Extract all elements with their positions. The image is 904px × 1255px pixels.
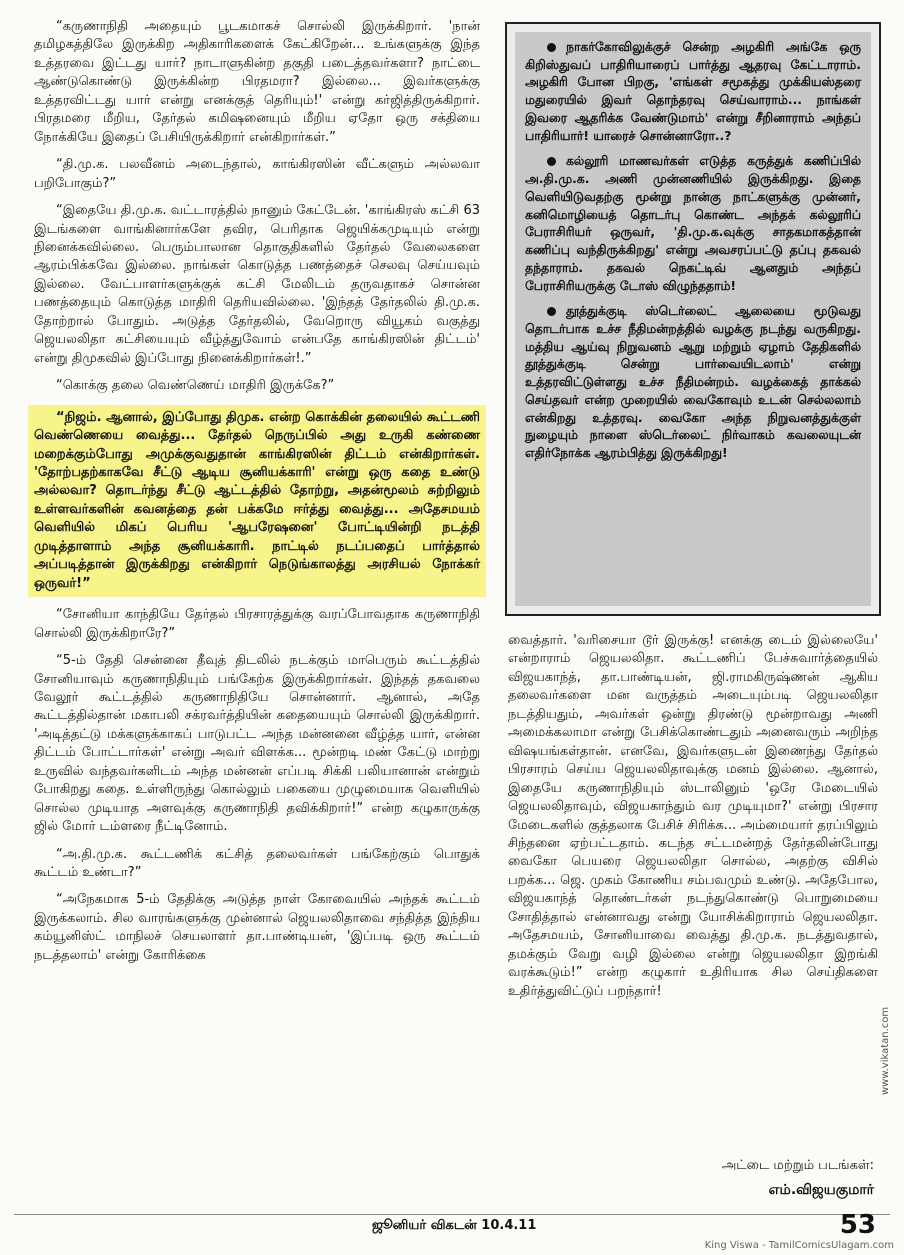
sidebar-item-text: தூத்துக்குடி ஸ்டெர்லைட் ஆலையை மூடுவது தொடர்பாக உச்ச நீதிமன்றத்தில் வழக்கு நடந்து வருகிறது. மத்திய ஆய்வு நிறுவனம் ஆறு மற்றும் ஏழாம் தேதிகளில் தூத்துக்குடி சென்று பார்வையிடலாம்' என்று உத்தரவிட்டுள்ளது உச்ச நீதிமன்றம். வழக்கைத் தாக்கல் செய்தவர் என்ற முறையில் வைகோவும் உடன் செல்லலாம் என்கிறது உத்தரவு. வைகோ அந்த நிறுவனத்துக்குள் நுழையும் நாளை ஸ்டெர்லைட் நிர்வாகம் கவலையுடன் எதிர்நோக்க ஆரம்பித்து இருக்கிறது! xyxy=(525,303,861,461)
footer-divider xyxy=(14,1214,890,1215)
paragraph: வைத்தார். 'வரிசையா டூர் இருக்கு! எனக்கு டைம் இல்லையே' என்றாராம் ஜெயலலிதா. கூட்டணிப் பேச்சுவார்த்தையில் விஜயகாந்த், தா.பாண்டியன், ஜி.ராமகிருஷ்ணன் ஆகிய தலைவர்களை மன வருத்தம் அடையும்படி ஜெயலலிதா நடத்தியதும், அவர்கள் ஒன்று திரண்டு மூன்றாவது அணி அமைக்கலாமா என்று பேசிக்கொண்டதும் அனைவரும் அறிந்த விஷயங்கள்தான். எனவே, இவர்களுடன் இணைந்து தேர்தல் பிரசாரம் செய்ய ஜெயலலிதாவுக்கு மனம் இல்லை. ஆனால், இதையே கருணாநிதியும் ஸ்டாலினும் 'ஒரே மேடையில் ஜெயலலிதாவும், விஜயகாந்தும் வர முடியுமா?' என்று பிரசார மேடைகளில் குத்தலாக பேசிச் சிரிக்க... அம்மையார் தரப்பிலும் சிந்தனை ஏற்பட்டதாம். கடந்த சட்டமன்றத் தேர்தலின்போது வைகோ பெயரை ஜெயலலிதா சொல்ல, அதற்கு விசில் பறக்க... ஜெ. முகம் கோணிய சம்பவமும் உண்டு. அதேபோல, விஜயகாந்த் தொண்டர்கள் நடந்துகொண்டு பொறுமையை சோதித்தால் என்னாவது என்று யோசிக்கிறாராம் ஜெயலலிதா. அதேசமயம், சோனியாவை வைத்து தி.மு.க. நடத்துவதால், தமக்கும் வேறு வழி இல்லை என்று ஜெயலலிதா இறங்கி வரக்கூடும்!” என்ற கழுகார் உதிரியாக சில செய்திகளை உதிர்த்துவிட்டுப் பறந்தார்! xyxy=(508,633,878,999)
sidebar-item-text: நாகர்கோவிலுக்குச் சென்ற அழகிரி அங்கே ஒரு கிறிஸ்துவப் பாதிரியாரைப் பார்த்து ஆதரவு கேட்டாராம். அழகிரி போன பிறகு, 'எங்கள் சமூகத்து முக்கியஸ்தரை மதுரையில் இவர் தொந்தரவு செய்வாராம்... நாங்கள் இவரை ஆதரிக்க வேண்டுமாம்' என்று சீறினாராம் அந்தப் பாதிரியார்! யாரைச் சொன்னாரோ..? xyxy=(525,39,861,143)
question-paragraph: “அ.தி.மு.க. கூட்டணிக் கட்சித் தலைவர்கள் பங்கேற்கும் பொதுக் கூட்டம் உண்டா?” xyxy=(34,846,480,881)
bullet-icon xyxy=(547,43,556,52)
question-paragraph: “தி.மு.க. பலவீனம் அடைந்தால், காங்கிரஸின் வீட்களும் அல்லவா பறிபோகும்?” xyxy=(34,157,480,191)
sidebar-item xyxy=(525,152,861,294)
paragraph: “கருணாநிதி அதையும் பூடகமாகச் சொல்லி இருக்கிறார். 'நான் தமிழகத்திலே இருக்கிற அதிகாரிகளைக் கேட்கிறேன்... உங்களுக்கு இந்த உத்தரவை இட்டது யார்? நாடாளுகின்ற தகுதி படைத்தவர்களா? நாட்டை ஆண்டுகொண்டு இருக்கின்ற பிரதமரா? இல்லை... இவர்களுக்கு உத்தரவிட்டது யார் என்று எனக்குத் தெரியும்!' என்று கர்ஜித்திருக்கிறார். பிரதமரை மீறிய, தேர்தல் கமிஷனையும் மீறிய ஏதோ ஒரு சக்தியை நோக்கியே இதைப் பேசியிருக்கிறார் என்கிறார்கள்.” xyxy=(34,19,480,145)
highlighted-paragraph: “நிஜம். ஆனால், இப்போது திமுக. என்ற கொக்கின் தலையில் கூட்டணி வெண்ணெயை வைத்து... தேர்தல் நெருப்பில் அது உருகி கண்ணை மறைக்கும்போது அமுக்குவதுதான் காங்கிரஸின் திட்டம் என்கிறார்கள். 'தோற்பதற்காகவே சீட்டு ஆடிய சூனியக்காரி' என்று ஒரு கதை உண்டு அல்லவா? தொடர்ந்து சீட்டு ஆட்டத்தில் தோற்று, அதன்மூலம் சுற்றிலும் உள்ளவர்களின் கவனத்தை தன் பக்கமே ஈர்த்து வைத்து... அதேசமயம் வெளியில் மிகப் பெரிய 'ஆபரேஷனை' போட்டியின்றி நடத்தி முடித்தாளாம் அந்த சூனியக்காரி. நாட்டில் நடப்பதைப் பார்த்தால் அப்படித்தான் இருக்கிறது என்கிறார் நெடுங்காலத்து அரசியல் நோக்கர் ஒருவர்!” xyxy=(28,405,486,598)
sidebar-box xyxy=(505,22,881,616)
paragraph: “இதையே தி.மு.க. வட்டாரத்தில் நானும் கேட்டேன். 'காங்கிரஸ் கட்சி 63 இடங்களை வாங்கினார்களே தவிர, பெரிதாக ஜெயிக்கமுடியும் என்று நினைக்கவில்லை. பெரும்பாலான தொகுதிகளில் தேர்தல் வேலைகளை ஆரம்பிக்கவே இல்லை. நாங்கள் கொடுத்த பணத்தைச் செலவு செய்யவும் இல்லை. வேட்பாளர்களுக்குக் கட்சி மேலிடம் தருவதாகச் சொன்ன பணத்தையும் கொடுத்த மாதிரி தெரியவில்லை. 'இந்தத் தேர்தலில் தி.மு.க. தோற்றால் போதும். அடுத்த தேர்தலில், வேறொரு வியூகம் வகுத்து ஜெயலலிதா கட்சியையும் வீழ்த்துவோம் என்பதே காங்கிரஸின் திட்டம்' என்று திமுகவில் இப்போது நினைக்கிறார்கள்!.” xyxy=(34,203,480,366)
credit-name: எம்.விஜயகுமார் xyxy=(768,1182,874,1198)
footer-magazine-date: ஜூனியர் விகடன் 10.4.11 xyxy=(372,1218,537,1233)
watermark: King Viswa - TamilComicsUlagam.com xyxy=(704,1240,894,1251)
credit-label: அட்டை மற்றும் படங்கள்: xyxy=(721,1158,874,1173)
paragraph: “5-ம் தேதி சென்னை தீவுத் திடலில் நடக்கும் மாபெரும் கூட்டத்தில் சோனியாவும் கருணாநிதியும் பங்கேற்க இருக்கிறார்கள். இந்தத் தகவலை வேலூர் கூட்டத்தில் கருணாநிதியே சொன்னார். ஆனால், அதே கூட்டத்தில்தான் மகாபலி சக்ரவர்த்தியின் கதையையும் சொல்லி இருக்கிறார். 'அடித்தட்டு மக்களுக்காகப் பாடுபட்ட அந்த மன்னனை வீழ்த்த யார், என்ன திட்டம் போட்டார்கள்' என்று அவர் விளக்க... மூன்றடி மண் கேட்டு மாற்று உருவில் வந்தவர்களிடம் அந்த மன்னன் எப்படி சிக்கி பலியானான் என்றும் போகிறது கதை. உள்ளிருந்து கொல்லும் பகையை முழுமையாக வெளியில் சொல்ல முடியாத அளவுக்கு கருணாநிதி தவிக்கிறார்!” என்ற கழுகாருக்கு ஜில் மோர் டம்ளரை நீட்டினோம். xyxy=(34,653,480,835)
question-paragraph: “சோனியா காந்தியே தேர்தல் பிரசாரத்துக்கு வரப்போவதாக கருணாநிதி சொல்லி இருக்கிறாரே?” xyxy=(34,607,480,641)
sidebar-item xyxy=(525,38,861,144)
page-number: 53 xyxy=(839,1210,876,1240)
right-column xyxy=(508,632,878,1010)
bullet-icon xyxy=(547,307,556,316)
bullet-icon xyxy=(547,157,556,166)
paragraph: “அநேகமாக 5-ம் தேதிக்கு அடுத்த நாள் கோவையில் அந்தக் கூட்டம் இருக்கலாம். சில வாரங்களுக்கு முன்னால் ஜெயலலிதாவை சந்தித்த இந்திய கம்யூனிஸ்ட் மாநிலச் செயலாளர் தா.பாண்டியன், 'இப்படி ஒரு கூட்டம் நடத்தலாம்' என்று கோரிக்கை xyxy=(34,892,480,963)
left-column xyxy=(34,18,480,974)
side-url: www.vikatan.com xyxy=(880,1006,891,1095)
question-paragraph: “கொக்கு தலை வெண்ணெய் மாதிரி இருக்கே?” xyxy=(56,378,335,394)
sidebar-box-inner xyxy=(515,32,871,606)
sidebar-item-text: கல்லூரி மாணவர்கள் எடுத்த கருத்துக் கணிப்பில் அ.தி.மு.க. அணி முன்னணியில் இருக்கிறது. இதை வெளியிடுவதற்கு மூன்று நான்கு நாட்களுக்கு முன்னர், கனிமொழியைத் தொடர்பு கொண்ட அந்தக் கல்லூரிப் பேராசிரியர் ஒருவர், 'தி.மு.க.வுக்கு சாதகமாகத்தான் கணிப்பு வந்திருக்கிறது' என்று அவசரப்பட்டு தப்பு தகவல் தந்தாராம். தகவல் நெகட்டிவ் ஆனதும் அந்தப் பேராசிரியருக்கு டோஸ் விழுந்ததாம்! xyxy=(525,153,861,293)
sidebar-item xyxy=(525,302,861,462)
